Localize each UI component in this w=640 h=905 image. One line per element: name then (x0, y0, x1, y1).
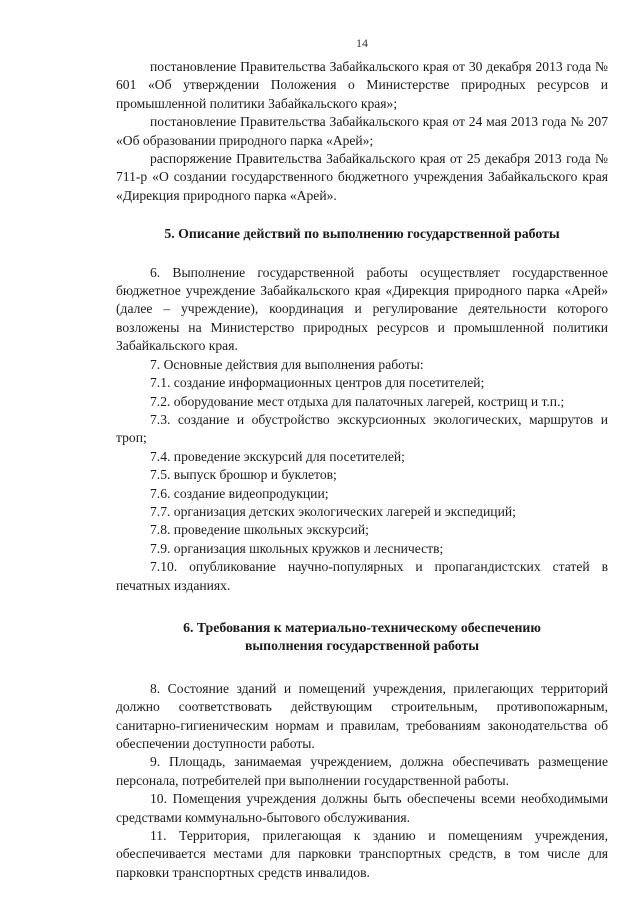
section-5-heading: 5. Описание действий по выполнению государственной работы (164, 226, 560, 242)
paragraph-11: 11. Территория, прилегающая к зданию и помещениям учреждения, обеспечивается местами для парковки транспортных средств, в том числе для парковки транспортных средств инвалидов. (116, 828, 608, 880)
list-item: 7.5. выпуск брошюр и буклетов; (150, 467, 337, 483)
paragraph-7: 7. Основные действия для выполнения работы: (150, 356, 424, 372)
paragraph-8: 8. Состояние зданий и помещений учреждения, прилегающих территорий должно соответствовать действующим строительным, противопожарным, санитарно-гигиеническим нормам и правилам, требованиям законодательства об обеспечении доступности работы. (116, 680, 608, 751)
section-6-heading-line-1: 6. Требования к материально-техническому обеспечению (183, 619, 541, 635)
paragraph-9: 9. Площадь, занимаемая учреждением, должна обеспечивать размещение персонала, потребителей при выполнении государственной работы. (116, 754, 608, 788)
intro-paragraph: постановление Правительства Забайкальского края от 24 мая 2013 года № 207 «Об образовании природного парка «Арей»; (116, 114, 608, 148)
page-number: 14 (356, 36, 368, 50)
intro-paragraph: постановление Правительства Забайкальского края от 30 декабря 2013 года № 601 «Об утверждении Положения о Министерстве природных ресурсов и промышленной политики Забайкальского края»; (116, 59, 608, 111)
paragraph-6: 6. Выполнение государственной работы осуществляет государственное бюджетное учреждение Забайкальского края «Дирекция природного парка «Арей» (далее – учреждение), координация и регулирование деятельности которого возложены на Министерство природных ресурсов и промышленной политики Забайкальского края. (116, 264, 608, 354)
intro-paragraph: распоряжение Правительства Забайкальского края от 25 декабря 2013 года № 711-р «О создании государственного бюджетного учреждения Забайкальского края «Дирекция природного парка «Арей». (116, 151, 608, 203)
list-item: 7.7. организация детских экологических лагерей и экспедиций; (150, 503, 516, 519)
list-item: 7.1. создание информационных центров для посетителей; (150, 375, 485, 391)
list-item: 7.6. создание видеопродукции; (150, 485, 329, 501)
list-item: 7.9. организация школьных кружков и лесничеств; (150, 540, 444, 556)
list-item: 7.10. опубликование научно-популярных и пропагандистских статей в печатных изданиях. (116, 559, 608, 593)
document-page (116, 36, 608, 882)
section-6-heading (116, 619, 608, 656)
section-6-heading-line-2: выполнения государственной работы (244, 638, 480, 654)
list-item: 7.4. проведение экскурсий для посетителей; (150, 448, 405, 464)
paragraph-10: 10. Помещения учреждения должны быть обеспечены всеми необходимыми средствами коммунально-бытового обслуживания. (116, 791, 608, 825)
list-item: 7.3. создание и обустройство экскурсионных экологических, маршрутов и троп; (116, 411, 608, 446)
list-item: 7.8. проведение школьных экскурсий; (150, 522, 369, 538)
list-item: 7.2. оборудование мест отдыха для палаточных лагерей, кострищ и т.п.; (150, 393, 565, 409)
